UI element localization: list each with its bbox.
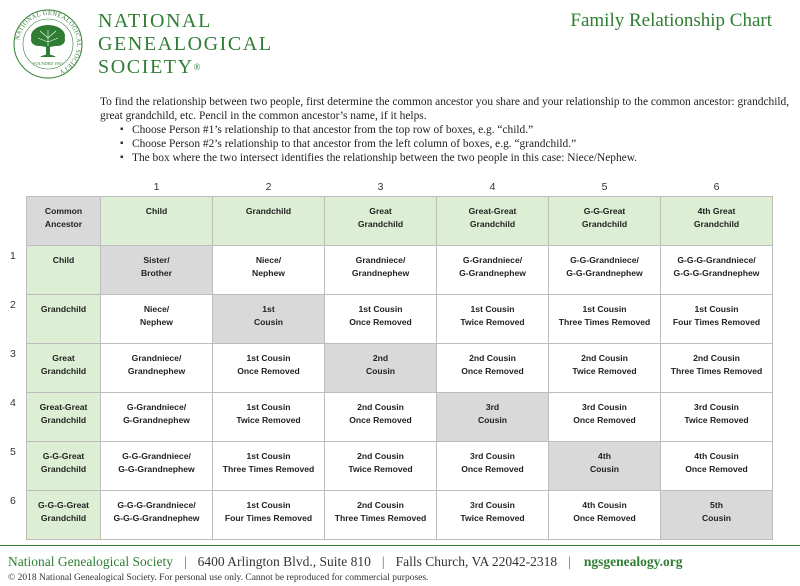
logo-ring-text: NATIONAL GENEALOGICAL SOCIETY: [14, 9, 83, 76]
footer-separator: |: [183, 554, 187, 569]
header-cell: [101, 196, 213, 245]
cell-line-1: Child: [145, 205, 168, 216]
relationship-row: [27, 294, 773, 343]
cell-line-1: Great-Great: [39, 401, 88, 412]
cell-line-1: Sister/: [143, 254, 170, 265]
header-cell: [325, 196, 437, 245]
cell-line-1: 4th: [598, 450, 611, 461]
cell-line-2: Four Times Removed: [224, 512, 313, 523]
relationship-cell: [661, 343, 773, 392]
relationship-cell: [549, 245, 661, 294]
cell-line-2: Grandchild: [40, 463, 87, 474]
relationship-cell: [213, 245, 325, 294]
cell-line-1: 3rd Cousin: [470, 499, 515, 510]
cell-line-1: G-G-G-Grandniece/: [677, 254, 756, 265]
relationship-row: [27, 490, 773, 539]
column-number-2: 2: [265, 180, 272, 193]
relationship-cell: [101, 294, 213, 343]
cell-line-1: 2nd: [372, 352, 389, 363]
common-ancestor-cell: [27, 196, 101, 245]
cell-line-2: Twice Removed: [460, 316, 525, 327]
row-label-cell: [27, 294, 101, 343]
cell-line-1: Great: [52, 352, 75, 363]
relationship-cell: [325, 441, 437, 490]
instruction-bullet: ▪ The box where the two intersect identifies the relationship between the two people in this case: Niece/Nephew.: [100, 151, 790, 165]
cell-line-2: G-Grandnephew: [123, 414, 190, 425]
relationship-cell: [213, 490, 325, 539]
cell-line-1: 3rd Cousin: [470, 450, 515, 461]
cell-line-2: Once Removed: [349, 414, 412, 425]
cell-line-1: G-G-Grandniece/: [122, 450, 191, 461]
relationship-cell: [325, 245, 437, 294]
cell-line-2: Grandchild: [40, 512, 87, 523]
cell-line-2: Grandchild: [693, 218, 740, 229]
cell-line-1: Child: [52, 254, 75, 265]
relationship-cell: [101, 245, 213, 294]
cell-line-2: Nephew: [252, 267, 285, 278]
cell-line-2: Once Removed: [573, 414, 636, 425]
instruction-bullet: ▪ Choose Person #1’s relationship to that ancestor from the top row of boxes, e.g. “child.”: [100, 123, 790, 137]
cell-line-1: 4th Great: [697, 205, 736, 216]
row-label-cell: [27, 441, 101, 490]
footer: [8, 554, 682, 570]
relationship-table: [26, 178, 773, 540]
column-number-3: 3: [377, 180, 384, 193]
cell-line-2: G-G-Grandnephew: [566, 267, 643, 278]
relationship-cell: [101, 343, 213, 392]
cell-line-2: Grandnephew: [127, 365, 186, 376]
relationship-cell: [325, 490, 437, 539]
instruction-bullet: ▪ Choose Person #2’s relationship to that ancestor from the left column of boxes, e.g. “grandchild.”: [100, 137, 790, 151]
cell-line-1: Great-Great: [468, 205, 517, 216]
cell-line-1: G-Grandniece/: [462, 254, 523, 265]
cell-line-2: Four Times Removed: [672, 316, 761, 327]
cell-line-2: Once Removed: [573, 512, 636, 523]
cell-line-1: Grandniece/: [131, 352, 182, 363]
row-label-cell: [27, 343, 101, 392]
cell-line-1: Niece/: [143, 303, 170, 314]
relationship-cell: [549, 343, 661, 392]
cell-line-1: 2nd Cousin: [357, 450, 404, 461]
relationship-cell: [325, 392, 437, 441]
cell-line-2: Cousin: [477, 414, 508, 425]
relationship-cell: [437, 245, 549, 294]
cell-line-1: 1st Cousin: [470, 303, 515, 314]
cell-line-1: G-G-G-Grandniece/: [117, 499, 196, 510]
row-number-3: 3: [10, 348, 16, 360]
column-number-spacer: [27, 178, 101, 196]
column-number-1: 1: [153, 180, 160, 193]
cell-line-2: Three Times Removed: [670, 365, 763, 376]
relationship-row: [27, 441, 773, 490]
column-number-4: 4: [489, 180, 496, 193]
cell-line-2: Cousin: [701, 512, 732, 523]
relationship-cell: [213, 294, 325, 343]
header-cell: [437, 196, 549, 245]
relationship-cell: [661, 441, 773, 490]
cell-line-1: 4th Cousin: [582, 499, 627, 510]
chart-title: Family Relationship Chart: [570, 10, 772, 31]
cell-line-2: Once Removed: [237, 365, 300, 376]
instructions-paragraph: To find the relationship between two people, first determine the common ancestor you share and your relationship to the common ancestor: grandchild, great grandchild, etc. Pencil in the common ancestor’s name, if it helps.: [100, 96, 790, 122]
cell-line-2: Grandchild: [357, 218, 404, 229]
cell-line-1: 1st Cousin: [246, 401, 291, 412]
cell-line-1: 1st Cousin: [582, 303, 627, 314]
cell-line-2: Twice Removed: [236, 414, 301, 425]
cell-line-1: 2nd Cousin: [357, 401, 404, 412]
row-label-cell: [27, 490, 101, 539]
cell-line-1: 5th: [710, 499, 723, 510]
copyright: © 2018 National Genealogical Society. For personal use only. Cannot be reproduced for commercial purposes.: [8, 573, 429, 583]
cell-line-1: Grandchild: [40, 303, 87, 314]
cell-line-2: Grandchild: [469, 218, 516, 229]
cell-line-1: Common: [44, 205, 83, 216]
org-name: [98, 10, 273, 79]
cell-line-2: Twice Removed: [572, 365, 637, 376]
row-number-5: 5: [10, 446, 16, 458]
cell-line-2: G-Grandnephew: [459, 267, 526, 278]
relationship-cell: [549, 294, 661, 343]
cell-line-1: Great: [369, 205, 392, 216]
cell-line-2: Three Times Removed: [222, 463, 315, 474]
header-cell: [213, 196, 325, 245]
cell-line-1: 3rd Cousin: [694, 401, 739, 412]
cell-line-1: 1st: [262, 303, 275, 314]
cell-line-1: 3rd Cousin: [582, 401, 627, 412]
header-cell: [549, 196, 661, 245]
org-name-line-1: NATIONAL: [98, 10, 212, 32]
cell-line-1: 2nd Cousin: [357, 499, 404, 510]
cell-line-2: G-G-G-Grandnephew: [113, 512, 200, 523]
row-number-2: 2: [10, 299, 16, 311]
cell-line-1: 2nd Cousin: [693, 352, 740, 363]
cell-line-2: Once Removed: [349, 316, 412, 327]
cell-line-1: G-G-Great: [583, 205, 626, 216]
cell-line-1: 3rd: [485, 401, 500, 412]
row-number-4: 4: [10, 397, 16, 409]
cell-line-2: Three Times Removed: [334, 512, 427, 523]
cell-line-2: Cousin: [253, 316, 284, 327]
row-number-1: 1: [10, 250, 16, 262]
cell-line-1: Grandniece/: [355, 254, 406, 265]
relationship-cell: [437, 294, 549, 343]
cell-line-2: Ancestor: [44, 218, 83, 229]
cell-line-2: G-G-Grandnephew: [118, 463, 195, 474]
relationship-row: [27, 392, 773, 441]
instructions: [100, 95, 790, 165]
cell-line-1: 1st Cousin: [246, 450, 291, 461]
cell-line-1: G-Grandniece/: [126, 401, 187, 412]
relationship-row: [27, 343, 773, 392]
relationship-cell: [661, 392, 773, 441]
footer-divider: [0, 545, 800, 546]
cell-line-2: Grandchild: [581, 218, 628, 229]
cell-line-1: 1st Cousin: [246, 352, 291, 363]
cell-line-1: Grandchild: [245, 205, 292, 216]
cell-line-2: Cousin: [589, 463, 620, 474]
cell-line-1: 1st Cousin: [246, 499, 291, 510]
cell-line-2: Once Removed: [685, 463, 748, 474]
header-cell: [661, 196, 773, 245]
cell-line-2: Nephew: [140, 316, 173, 327]
relationship-cell: [661, 294, 773, 343]
relationship-cell: [661, 245, 773, 294]
logo-founded-text: FOUNDED 1903: [33, 61, 63, 66]
cell-line-2: Brother: [140, 267, 173, 278]
cell-line-2: Once Removed: [461, 365, 524, 376]
relationship-cell: [213, 343, 325, 392]
relationship-cell: [437, 392, 549, 441]
cell-line-1: 4th Cousin: [694, 450, 739, 461]
cell-line-2: Twice Removed: [684, 414, 749, 425]
cell-line-2: Grandnephew: [351, 267, 410, 278]
cell-line-1: Niece/: [255, 254, 282, 265]
relationship-cell: [101, 392, 213, 441]
relationship-cell: [437, 490, 549, 539]
cell-line-1: 1st Cousin: [358, 303, 403, 314]
footer-separator: |: [568, 554, 571, 569]
column-number-row: [27, 178, 773, 196]
footer-address: 6400 Arlington Blvd., Suite 810: [197, 554, 371, 569]
cell-line-2: Twice Removed: [348, 463, 413, 474]
cell-line-1: 2nd Cousin: [581, 352, 628, 363]
column-number-6: 6: [713, 180, 720, 193]
cell-line-2: Once Removed: [461, 463, 524, 474]
footer-separator: |: [381, 554, 385, 569]
cell-line-2: Grandchild: [40, 365, 87, 376]
cell-line-1: 2nd Cousin: [469, 352, 516, 363]
column-number-5: 5: [601, 180, 608, 193]
relationship-cell: [101, 490, 213, 539]
cell-line-2: G-G-G-Grandnephew: [673, 267, 760, 278]
cell-line-1: 1st Cousin: [694, 303, 739, 314]
relationship-row: [27, 245, 773, 294]
cell-line-1: G-G-Grandniece/: [570, 254, 639, 265]
relationship-cell: [661, 490, 773, 539]
row-number-6: 6: [10, 495, 16, 507]
footer-website-link[interactable]: ngsgenealogy.org: [583, 554, 683, 569]
relationship-cell: [101, 441, 213, 490]
instructions-list: [100, 123, 790, 165]
relationship-cell: [549, 490, 661, 539]
header-row: [27, 196, 773, 245]
org-name-line-3: SOCIETY: [98, 56, 194, 78]
relationship-cell: [325, 343, 437, 392]
footer-org: National Genealogical Society: [8, 554, 173, 569]
relationship-cell: [213, 441, 325, 490]
cell-line-2: Cousin: [365, 365, 396, 376]
cell-line-1: G-G-G-Great: [37, 499, 90, 510]
cell-line-1: G-G-Great: [42, 450, 85, 461]
cell-line-2: Twice Removed: [460, 512, 525, 523]
relationship-cell: [549, 392, 661, 441]
row-label-cell: [27, 392, 101, 441]
relationship-cell: [325, 294, 437, 343]
relationship-cell: [437, 441, 549, 490]
footer-city: Falls Church, VA 22042-2318: [395, 554, 558, 569]
relationship-cell: [213, 392, 325, 441]
ngs-logo: [12, 8, 84, 80]
relationship-cell: [549, 441, 661, 490]
relationship-cell: [437, 343, 549, 392]
org-name-line-2: GENEALOGICAL: [98, 33, 273, 55]
cell-line-2: Grandchild: [40, 414, 87, 425]
registered-mark: ®: [193, 62, 201, 72]
row-label-cell: [27, 245, 101, 294]
cell-line-2: Three Times Removed: [558, 316, 651, 327]
